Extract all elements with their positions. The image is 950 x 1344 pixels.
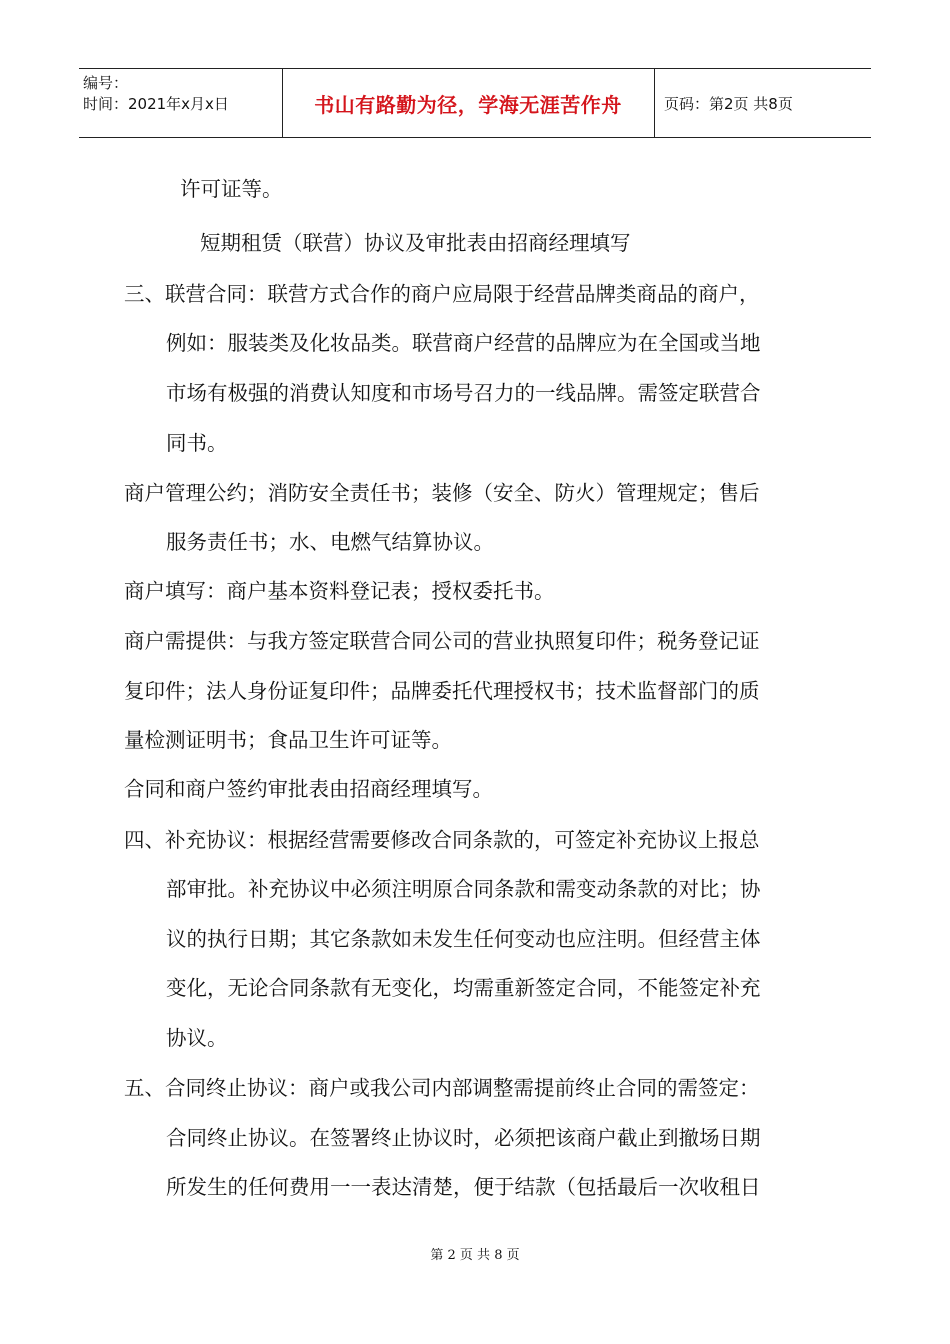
body-line: 商户管理公约；消防安全责任书；装修（安全、防火）管理规定；售后 (124, 481, 760, 505)
body-line: 合同和商户签约审批表由招商经理填写。 (124, 777, 493, 801)
body-line: 复印件；法人身份证复印件；品牌委托代理授权书；技术监督部门的质 (124, 679, 760, 703)
body-line: 商户填写：商户基本资料登记表；授权委托书。 (124, 579, 555, 603)
body-line: 市场有极强的消费认知度和市场号召力的一线品牌。需签定联营合 (166, 381, 761, 405)
body-line: 所发生的任何费用一一表达清楚，便于结款（包括最后一次收租日 (166, 1175, 761, 1199)
header-divider (654, 69, 655, 137)
header-page-info: 页码：第2页 共8页 (664, 94, 793, 113)
body-line: 例如：服装类及化妆品类。联营商户经营的品牌应为在全国或当地 (166, 331, 761, 355)
body-line: 量检测证明书；食品卫生许可证等。 (124, 728, 452, 752)
body-line: 议的执行日期；其它条款如未发生任何变动也应注明。但经营主体 (166, 927, 761, 951)
body-line: 同书。 (166, 431, 228, 455)
body-line: 五、合同终止协议：商户或我公司内部调整需提前终止合同的需签定： (124, 1076, 760, 1100)
body-line: 商户需提供：与我方签定联营合同公司的营业执照复印件；税务登记证 (124, 629, 760, 653)
header-motto: 书山有路勤为径，学海无涯苦作舟 (314, 92, 622, 117)
body-line: 协议。 (166, 1026, 228, 1050)
time-label: 时间：2021年x月x日 (83, 95, 229, 113)
body-line: 合同终止协议。在签署终止协议时，必须把该商户截止到撤场日期 (166, 1126, 761, 1150)
page-footer: 第 2 页 共 8 页 (430, 1248, 520, 1263)
body-line: 部审批。补充协议中必须注明原合同条款和需变动条款的对比；协 (166, 877, 761, 901)
number-label: 编号： (83, 74, 129, 92)
body-line: 服务责任书；水、电燃气结算协议。 (166, 530, 494, 554)
body-line: 四、补充协议：根据经营需要修改合同条款的，可签定补充协议上报总 (124, 828, 760, 852)
body-line: 短期租赁（联营）协议及审批表由招商经理填写 (200, 231, 631, 255)
header-meta (83, 73, 229, 115)
document-header (79, 68, 871, 138)
body-line: 三、联营合同：联营方式合作的商户应局限于经营品牌类商品的商户， (124, 282, 760, 306)
body-line: 许可证等。 (180, 177, 283, 201)
body-line: 变化，无论合同条款有无变化，均需重新签定合同，不能签定补充 (166, 976, 761, 1000)
